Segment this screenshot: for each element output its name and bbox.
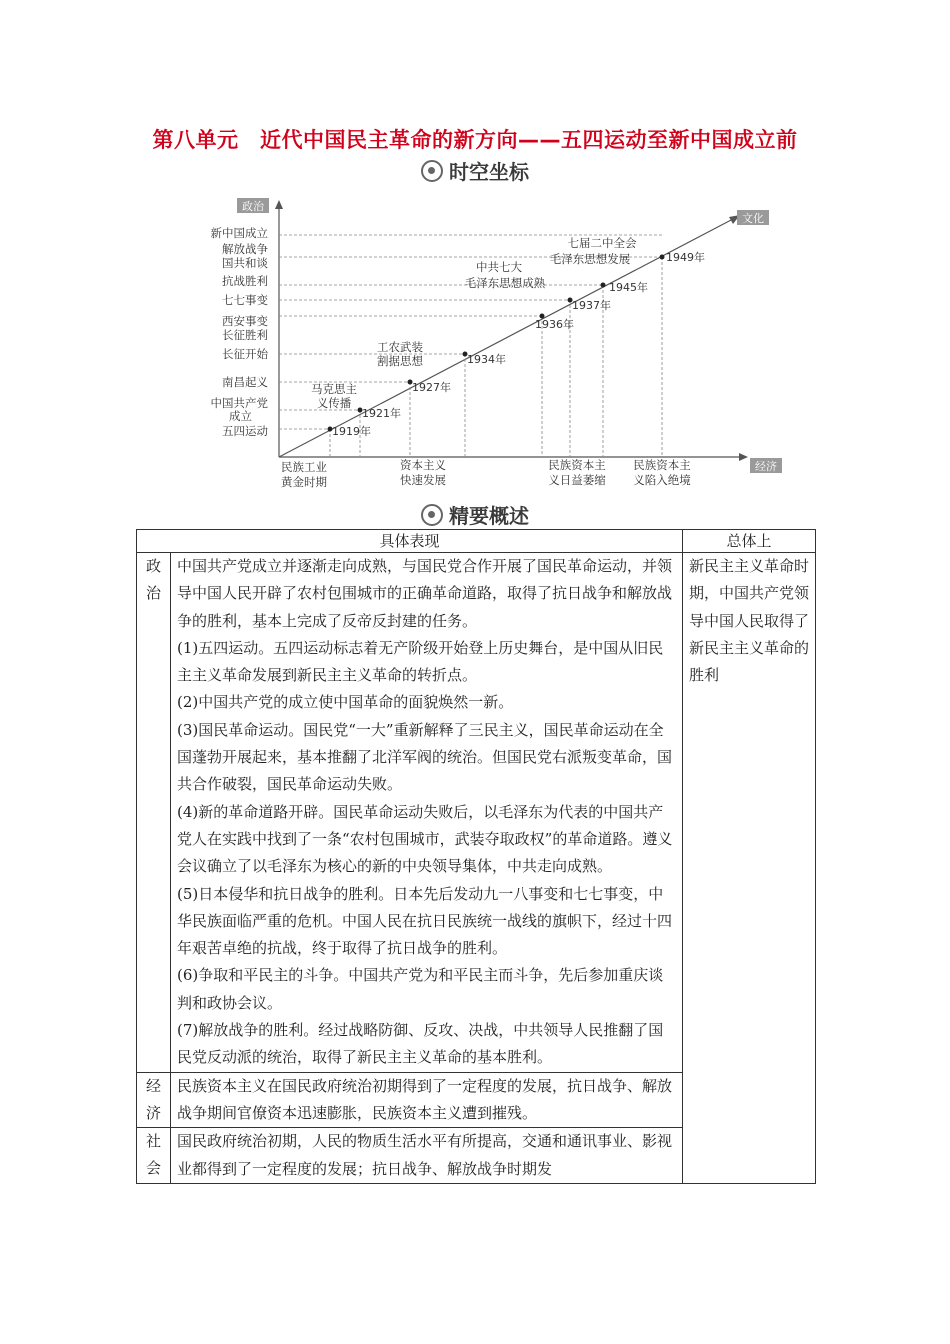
politics-event: 南昌起义 [222,375,268,389]
circle-bullet-icon [421,160,443,182]
economy-tag-label: 经济 [755,460,777,473]
category-label: 政 [145,557,161,575]
unit-title: 第八单元 近代中国民主革命的新方向——五四运动至新中国成立前 [152,128,798,152]
economy-label: 义陷入绝境 [633,473,691,487]
culture-tag-label: 文化 [742,212,764,225]
politics-event: 中国共产党 [210,396,268,410]
culture-label: 工农武装 [377,340,423,354]
economy-label: 快速发展 [400,473,446,487]
detail-paragraph: (7)解放战争的胜利。经过战略防御、反攻、决战，中共领导人民推翻了国民党反动派的统治，取得了新民主主义革命的基本胜利。 [177,1021,664,1067]
year-label: 1936年 [535,318,574,331]
politics-event: 长征胜利 [222,328,268,342]
section-heading-overview-text: 精要概述 [449,504,529,528]
economy-label: 黄金时期 [281,475,327,489]
culture-label: 毛泽东思想发展 [549,252,631,266]
politics-detail [171,553,683,1073]
politics-event: 抗战胜利 [222,274,268,288]
circle-bullet-icon [421,504,443,526]
culture-label: 义传播 [316,396,352,410]
politics-event: 国共和谈 [222,256,268,270]
culture-label: 马克思主 [311,382,357,396]
culture-axis [279,219,733,457]
category-label: 经 [145,1076,161,1095]
category-economy [137,1072,171,1128]
politics-event: 五四运动 [222,424,268,438]
detail-paragraph: (3)国民革命运动。国民党“一大”重新解释了三民主义，国民革命运动在全国蓬勃开展起来，基本推翻了北洋军阀的统治。但国民党右派叛变革命，国共合作破裂，国民革命运动失败。 [177,720,673,794]
detail-paragraph: (1)五四运动。五四运动标志着无产阶级开始登上历史舞台，是中国从旧民主主义革命发展到新民主主义革命的转折点。 [177,638,664,685]
politics-event: 成立 [229,409,252,423]
year-label: 1934年 [467,353,506,366]
table-row-politics [137,553,816,1073]
culture-label: 中共七大 [476,260,522,274]
culture-label: 毛泽东思想成熟 [464,276,546,290]
section-heading-timeline-text: 时空坐标 [449,160,529,184]
timeline-chart [200,195,800,490]
economy-label: 义日益萎缩 [548,473,606,487]
table-header-row [137,530,816,553]
category-label: 济 [145,1103,161,1122]
society-detail: 国民政府统治初期，人民的物质生活水平有所提高，交通和通讯事业、影视业都得到了一定程度的发展；抗日战争、解放战争时期发 [171,1128,683,1184]
politics-axis-arrow [275,200,283,209]
politics-event: 新中国成立 [210,226,268,240]
header-overall: 总体上 [683,530,816,553]
economy-label: 民族资本主 [633,458,691,472]
politics-event: 七七事变 [222,293,268,307]
section-heading-timeline [0,156,950,185]
economy-label: 民族工业 [281,460,327,474]
year-label: 1949年 [666,251,705,264]
category-label: 社 [145,1132,161,1151]
section-heading-overview [0,500,950,529]
culture-label: 七届二中全会 [567,236,637,250]
detail-paragraph: (6)争取和平民主的斗争。中国共产党为和平民主而斗争，先后参加重庆谈判和政协会议。 [177,966,664,1012]
category-label: 会 [145,1159,161,1178]
politics-event: 长征开始 [222,347,268,361]
detail-paragraph: (4)新的革命道路开辟。国民革命运动失败后，以毛泽东为代表的中国共产党人在实践中找到了一条“农村包围城市，武装夺取政权”的革命道路。遵义会议确立了以毛泽东为核心的新的中央领导集体，中共走向成熟。 [177,802,673,876]
politics-event: 西安事变 [222,314,268,328]
overview-table [136,529,816,1184]
culture-label: 割据思想 [377,354,423,368]
politics-tag-label: 政治 [242,200,264,213]
economy-label: 资本主义 [400,458,446,472]
header-detail: 具体表现 [137,530,683,553]
category-society [137,1128,171,1184]
year-label: 1921年 [362,407,401,420]
politics-event: 解放战争 [222,242,268,256]
economy-detail: 民族资本主义在国民政府统治初期得到了一定程度的发展，抗日战争、解放战争期间官僚资本迅速膨胀，民族资本主义遭到摧残。 [171,1072,683,1128]
detail-paragraph: (5)日本侵华和抗日战争的胜利。日本先后发动九一八事变和七七事变，中华民族面临严重的危机。中国人民在抗日民族统一战线的旗帜下，经过十四年艰苦卓绝的抗战，终于取得了抗日战争的胜利。 [177,884,673,958]
economy-axis-arrow [739,453,748,461]
detail-paragraph: (2)中国共产党的成立使中国革命的面貌焕然一新。 [177,693,514,712]
overall-summary: 新民主主义革命时期，中国共产党领导中国人民取得了新民主主义革命的胜利 [683,553,816,1184]
year-label: 1945年 [609,281,648,294]
year-label: 1919年 [332,425,371,438]
year-label: 1937年 [572,299,611,312]
year-label: 1927年 [412,381,451,394]
detail-paragraph: 中国共产党成立并逐渐走向成熟，与国民党合作开展了国民革命运动，并领导中国人民开辟了农村包围城市的正确革命道路，取得了抗日战争和解放战争的胜利，基本上完成了反帝反封建的任务。 [177,557,673,630]
economy-label: 民族资本主 [548,458,606,472]
category-politics [137,553,171,1073]
category-label: 治 [145,584,161,602]
